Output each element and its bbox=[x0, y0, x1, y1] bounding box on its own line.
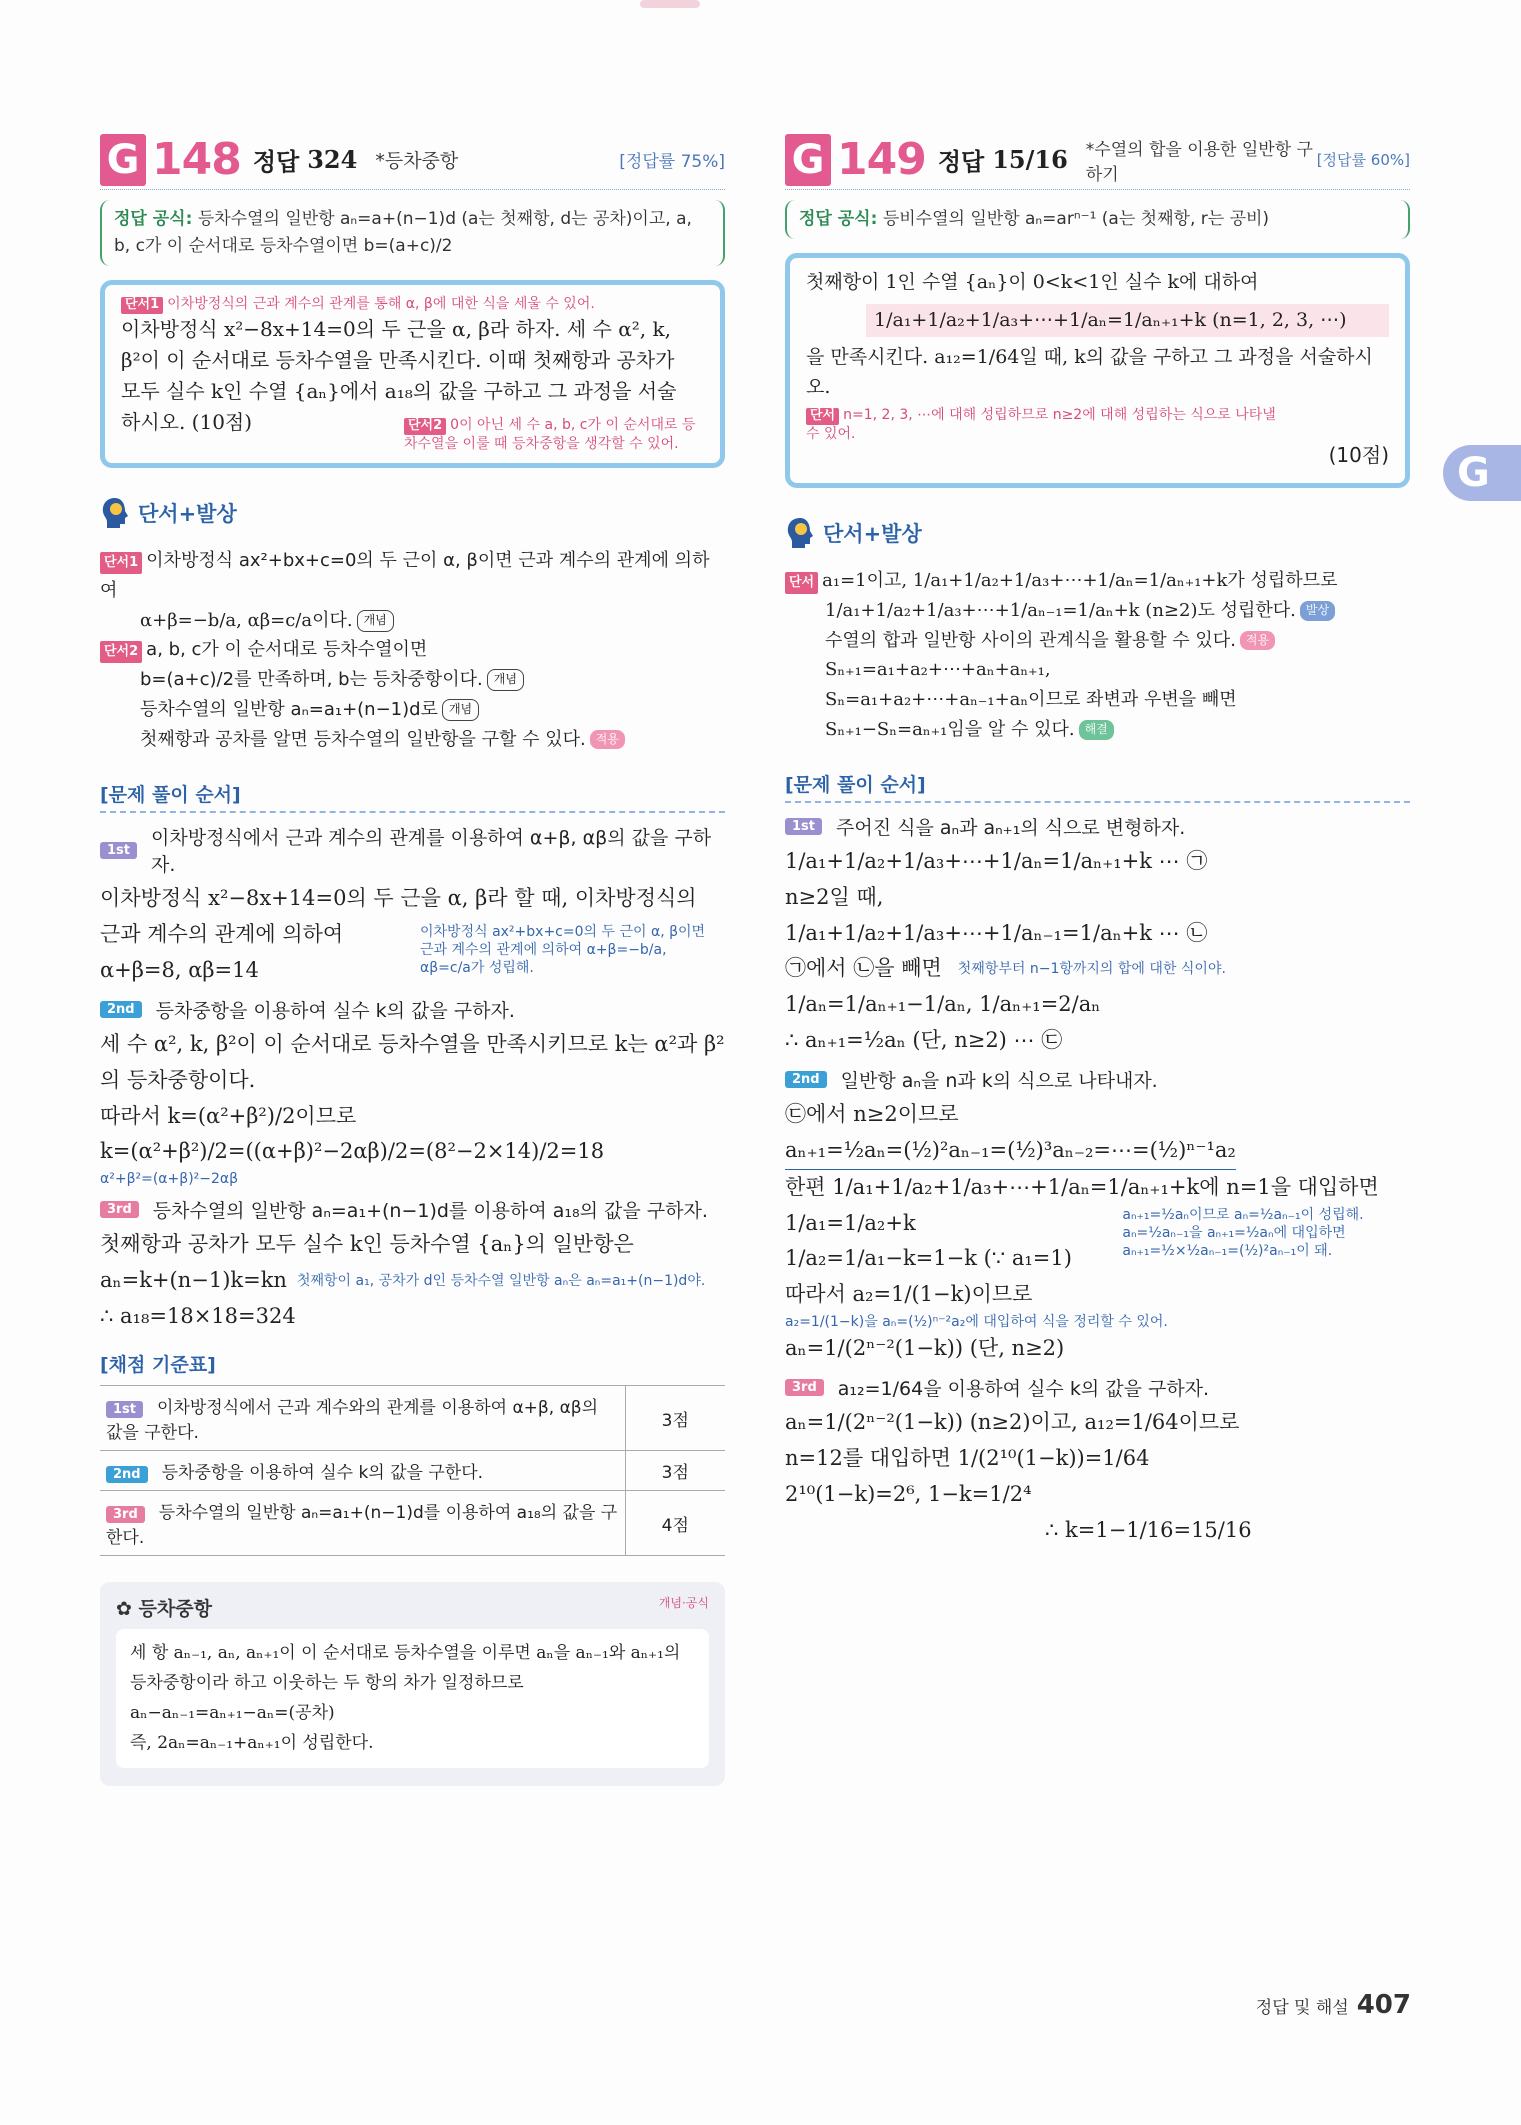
solution-line: 이차방정식 x²−8x+14=0의 두 근을 α, β라 할 때, 이차방정식의 bbox=[100, 886, 697, 911]
step-2 bbox=[100, 996, 725, 1023]
hint-text: n=1, 2, 3, ⋯에 대해 성립하므로 n≥2에 대해 성립하는 식으로 나타낼 수 있어. bbox=[806, 406, 1276, 442]
side-note: 첫째항이 a₁, 공차가 d인 등차수열 일반항 aₙ은 aₙ=a₁+(n−1)d야. bbox=[296, 1272, 706, 1289]
step-badge: 1st bbox=[785, 818, 822, 835]
answer-label: 정답 bbox=[252, 148, 300, 176]
step-title: 등차중항을 이용하여 실수 k의 값을 구하자. bbox=[155, 1000, 515, 1023]
solution-line: k=(α²+β²)/2=((α+β)²−2αβ)/2=(8²−2×14)/2=18 bbox=[100, 1139, 605, 1164]
chapter-tab[interactable]: G bbox=[1443, 445, 1521, 501]
topic: *수열의 합을 이용한 일반항 구하기 bbox=[1085, 139, 1313, 185]
side-note: α²+β²=(α+β)²−2αβ bbox=[100, 1171, 239, 1187]
grading-title: [채점 기준표] bbox=[100, 1354, 216, 1377]
hint-1 bbox=[121, 295, 704, 314]
solution-line: 1/aₙ=1/aₙ₊₁−1/aₙ, 1/aₙ₊₁=2/aₙ bbox=[785, 992, 1101, 1017]
concept-chip: 개념 bbox=[357, 610, 394, 632]
page-footer bbox=[1256, 1990, 1411, 2020]
grading-row bbox=[100, 1451, 725, 1491]
side-note: 첫째항부터 n−1항까지의 합에 대한 식이야. bbox=[957, 961, 1226, 978]
step-3 bbox=[100, 1196, 725, 1223]
step-badge: 3rd bbox=[100, 1201, 139, 1218]
hint-2 bbox=[404, 416, 704, 453]
solution-line: 따라서 k=(α²+β²)/2이므로 bbox=[100, 1103, 357, 1128]
hint bbox=[806, 406, 1286, 443]
step-3 bbox=[785, 1374, 1410, 1401]
solution-line: aₙ=k+(n−1)k=kn bbox=[100, 1267, 287, 1292]
solution-line: 한편 1/a₁+1/a₂+1/a₃+⋯+1/aₙ=1/aₙ₊₁+k에 n=1을 대입하면 bbox=[785, 1174, 1379, 1199]
problem-148 bbox=[100, 130, 725, 1786]
step-2 bbox=[785, 1066, 1410, 1093]
answer-label: 정답 bbox=[937, 148, 985, 176]
concept-tag: 개념·공식 bbox=[658, 1596, 709, 1611]
hint-tag: 단서1 bbox=[121, 297, 163, 314]
clue-text: Sₙ₊₁−Sₙ=aₙ₊₁임을 알 수 있다. bbox=[825, 718, 1075, 740]
formula-label: 정답 공식: bbox=[114, 209, 193, 229]
section-title bbox=[785, 516, 1410, 550]
hint-tag: 단서2 bbox=[404, 418, 446, 435]
formula-label: 정답 공식: bbox=[799, 209, 878, 229]
problem-header bbox=[785, 130, 1410, 190]
solution-line: 세 수 α², k, β²이 이 순서대로 등차수열을 만족시키므로 k는 α²과 β²의 등차중항이다. bbox=[100, 1032, 725, 1092]
section-badge: G bbox=[785, 134, 831, 186]
solution-row bbox=[100, 917, 725, 988]
side-note: aₙ₊₁=½×½aₙ₋₁=(½)²aₙ₋₁이 돼. bbox=[1122, 1242, 1333, 1259]
clue-2-c bbox=[140, 695, 725, 725]
concept-line: 세 항 aₙ₋₁, aₙ, aₙ₊₁이 이 순서대로 등차수열을 이루면 aₙ을 aₙ₋₁와 aₙ₊₁의 등차중항이라 하고 이웃하는 두 항의 차가 일정하므로 bbox=[130, 1643, 681, 1693]
clue-line: Sₙ₊₁=a₁+a₂+⋯+aₙ+aₙ₊₁, bbox=[825, 659, 1051, 681]
clue-2-d bbox=[140, 725, 725, 755]
points: (10점) bbox=[1328, 443, 1389, 468]
side-note: a₂=1/(1−k)을 aₙ=(½)ⁿ⁻²a₂에 대입하여 식을 정리할 수 있어. bbox=[785, 1313, 1168, 1330]
clue-tag: 단서 bbox=[785, 572, 818, 593]
criterion-text: 등차중항을 이용하여 실수 k의 값을 구한다. bbox=[161, 1463, 484, 1484]
footer-label: 정답 및 해설 bbox=[1255, 1998, 1349, 2018]
topic: *등차중항 bbox=[375, 150, 459, 172]
solution-line: 첫째항과 공차가 모두 실수 k인 등차수열 {aₙ}의 일반항은 bbox=[100, 1232, 634, 1257]
hint-text: 이차방정식의 근과 계수의 관계를 통해 α, β에 대한 식을 세울 수 있어. bbox=[167, 296, 595, 313]
criterion-text: 이차방정식에서 근과 계수와의 관계를 이용하여 α+β, αβ의 값을 구한다. bbox=[106, 1398, 599, 1444]
concept-body bbox=[116, 1629, 709, 1768]
solution-line: 2¹⁰(1−k)=2⁶, 1−k=1/2⁴ bbox=[785, 1481, 1032, 1506]
answer-value: 15/16 bbox=[992, 145, 1068, 174]
step-title: 주어진 식을 aₙ과 aₙ₊₁의 식으로 변형하자. bbox=[836, 817, 1186, 840]
section-title-text: 단서+발상 bbox=[823, 522, 922, 547]
question-line: 첫째항이 1인 수열 {aₙ}이 0<k<1인 실수 k에 대하여 bbox=[806, 271, 1259, 294]
clue-text: 이차방정식 ax²+bx+c=0의 두 근이 α, β이면 근과 계수의 관계에 의하여 bbox=[100, 550, 710, 602]
step-badge: 3rd bbox=[785, 1379, 824, 1396]
question-box bbox=[785, 253, 1410, 488]
idea-head-icon bbox=[785, 516, 815, 550]
solution-row bbox=[785, 951, 1410, 987]
grading-points: 3점 bbox=[625, 1451, 725, 1491]
problem-number: 148 bbox=[152, 134, 241, 185]
step-title: 등차수열의 일반항 aₙ=a₁+(n−1)d를 이용하여 a₁₈의 값을 구하자. bbox=[152, 1200, 708, 1223]
clue-f bbox=[825, 715, 1410, 745]
grading-criterion bbox=[100, 1491, 625, 1556]
apply-chip: 적용 bbox=[1240, 631, 1275, 651]
answer-formula bbox=[785, 200, 1410, 239]
grading-row bbox=[100, 1386, 725, 1451]
final-answer-line: ∴ a₁₈=18×18=324 bbox=[100, 1303, 296, 1328]
section-title-text: 단서+발상 bbox=[138, 502, 237, 527]
step-badge: 2nd bbox=[106, 1466, 148, 1483]
clue-c bbox=[825, 626, 1410, 656]
hint-tag: 단서 bbox=[806, 408, 839, 425]
clue-1-formula bbox=[140, 606, 725, 636]
clue-tag: 단서2 bbox=[100, 641, 142, 662]
concept-title: ✿ 등차중항 bbox=[116, 1598, 212, 1621]
grading-criterion bbox=[100, 1451, 625, 1491]
concept-line: 즉, 2aₙ=aₙ₋₁+aₙ₊₁이 성립한다. bbox=[130, 1732, 374, 1753]
step-title: a₁₂=1/64을 이용하여 실수 k의 값을 구하자. bbox=[837, 1378, 1210, 1401]
solve-chip: 해결 bbox=[1079, 720, 1114, 740]
solution-line: α+β=8, αβ=14 bbox=[100, 957, 259, 982]
grading-points: 4점 bbox=[625, 1491, 725, 1556]
clue-text: a, b, c가 이 순서대로 등차수열이면 bbox=[146, 639, 428, 661]
formula: α+β=−b/a, αβ=c/a이다. bbox=[140, 609, 353, 631]
grading-criteria bbox=[100, 1350, 725, 1556]
clue-line: Sₙ=a₁+a₂+⋯+aₙ₋₁+aₙ이므로 좌변과 우변을 빼면 bbox=[825, 688, 1237, 710]
hint-text: 0이 아닌 세 수 a, b, c가 이 순서대로 등차수열을 이룰 때 등차중항을 생각할 수 있어. bbox=[404, 417, 696, 453]
criterion-text: 등차수열의 일반항 aₙ=a₁+(n−1)d를 이용하여 a₁₈의 값을 구한다. bbox=[106, 1503, 618, 1549]
concept-line: aₙ−aₙ₋₁=aₙ₊₁−aₙ=(공차) bbox=[130, 1702, 335, 1723]
solution-line: aₙ=1/(2ⁿ⁻²(1−k)) (n≥2)이고, a₁₂=1/64이므로 bbox=[785, 1410, 1240, 1435]
section-title bbox=[100, 496, 725, 530]
correct-rate: [정답률 75%] bbox=[619, 152, 725, 172]
step-badge: 2nd bbox=[100, 1001, 142, 1018]
solution-line: 1/a₁=1/a₂+k bbox=[785, 1210, 916, 1235]
solution-line: 1/a₂=1/a₁−k=1−k (∵ a₁=1) bbox=[785, 1246, 1072, 1271]
top-decoration bbox=[640, 0, 700, 8]
clue-2-b bbox=[140, 665, 725, 695]
clue-text: 수열의 합과 일반항 사이의 관계식을 활용할 수 있다. bbox=[825, 629, 1236, 651]
answer-formula bbox=[100, 200, 725, 266]
step-1 bbox=[785, 813, 1410, 840]
idea-chip: 발상 bbox=[1300, 601, 1335, 621]
grading-table bbox=[100, 1385, 725, 1556]
step-badge: 2nd bbox=[785, 1071, 827, 1088]
grading-row bbox=[100, 1491, 725, 1556]
problem-header bbox=[100, 130, 725, 190]
solution-line: ㉠에서 ㉡을 빼면 bbox=[785, 956, 942, 981]
clue bbox=[785, 566, 1410, 596]
solution-line: n≥2일 때, bbox=[785, 885, 884, 909]
concept-header bbox=[116, 1594, 709, 1621]
solution-line: ∴ aₙ₊₁=½aₙ (단, n≥2) ⋯ ㉢ bbox=[785, 1027, 1063, 1052]
question-line: 을 만족시킨다. a₁₂=1/64일 때, k의 값을 구하고 그 과정을 서술하시오. bbox=[806, 346, 1373, 398]
grading-criterion bbox=[100, 1386, 625, 1451]
idea-head-icon bbox=[100, 496, 130, 530]
page-number: 407 bbox=[1356, 1990, 1411, 2020]
final-answer-line: ∴ k=1−1/16=15/16 bbox=[1045, 1517, 1252, 1542]
clue-text: 첫째항과 공차를 알면 등차수열의 일반항을 구할 수 있다. bbox=[140, 728, 586, 750]
solution-line: 1/a₁+1/a₂+1/a₃+⋯+1/aₙ₋₁=1/aₙ+k ⋯ ㉡ bbox=[785, 920, 1208, 945]
problem-number: 149 bbox=[837, 134, 926, 185]
formula-text: 등차수열의 일반항 aₙ=a+(n−1)d (a는 첫째항, d는 공차)이고, a, b, c가 이 순서대로 등차수열이면 b=(a+c)/2 bbox=[114, 209, 692, 257]
solution-row bbox=[100, 1263, 725, 1299]
solution-line: 근과 계수의 관계에 의하여 bbox=[100, 921, 344, 946]
solution-line: 1/a₁+1/a₂+1/a₃+⋯+1/aₙ=1/aₙ₊₁+k ⋯ ㉠ bbox=[785, 849, 1208, 874]
grading-points: 3점 bbox=[625, 1386, 725, 1451]
clue-2 bbox=[100, 635, 725, 665]
apply-chip: 적용 bbox=[590, 730, 625, 750]
solution-line: aₙ=1/(2ⁿ⁻²(1−k)) (단, n≥2) bbox=[785, 1335, 1065, 1360]
formula-text: 등비수열의 일반항 aₙ=arⁿ⁻¹ (a는 첫째항, r는 공비) bbox=[882, 209, 1270, 229]
correct-rate: [정답률 60%] bbox=[1316, 151, 1410, 169]
clue-text: b=(a+c)/2를 만족하며, b는 등차중항이다. bbox=[140, 669, 483, 691]
solution-line: 따라서 a₂=1/(1−k)이므로 bbox=[785, 1281, 1033, 1306]
question-line: 1/a₁+1/a₂+1/a₃+⋯+1/aₙ=1/aₙ₊₁+k (n=1, 2, 3, ⋯) bbox=[866, 304, 1389, 337]
section-badge: G bbox=[100, 134, 146, 186]
step-badge: 1st bbox=[100, 842, 137, 859]
clue-b bbox=[825, 596, 1410, 626]
concept-title-text: 등차중항 bbox=[138, 1598, 212, 1621]
step-title: 일반항 aₙ을 n과 k의 식으로 나타내자. bbox=[840, 1070, 1158, 1093]
clue-tag: 단서1 bbox=[100, 552, 142, 573]
clue-text: a₁=1이고, 1/a₁+1/a₂+1/a₃+⋯+1/aₙ=1/aₙ₊₁+k가 성립하므로 bbox=[822, 570, 1338, 592]
step-badge: 1st bbox=[106, 1401, 143, 1418]
question-box bbox=[100, 280, 725, 468]
solution-row bbox=[785, 1206, 1410, 1277]
side-note: aₙ₊₁=½aₙ이므로 aₙ=½aₙ₋₁이 성립해. bbox=[1122, 1206, 1364, 1223]
clue-1 bbox=[100, 546, 725, 605]
step-badge: 3rd bbox=[106, 1506, 145, 1523]
solution-line: ㉢에서 n≥2이므로 bbox=[785, 1102, 959, 1127]
step-title: 이차방정식에서 근과 계수의 관계를 이용하여 α+β, αβ의 값을 구하자. bbox=[151, 827, 712, 877]
step-1 bbox=[100, 823, 725, 877]
clue-text: 1/a₁+1/a₂+1/a₃+⋯+1/aₙ₋₁=1/aₙ+k (n≥2)도 성립한다. bbox=[825, 599, 1296, 621]
concept-chip: 개념 bbox=[442, 699, 479, 721]
question-text: 이차방정식 x²−8x+14=0의 두 근을 α, β라 하자. 세 수 α², k, β²이 이 순서대로 등차수열을 만족시킨다. 이때 첫째항과 공차가 모두 실수 k인 수열 {aₙ}에서 a₁₈의 값을 구하고 그 과정을 서술하시오. (10점) bbox=[121, 317, 677, 435]
solution-line: n=12를 대입하면 1/(2¹⁰(1−k))=1/64 bbox=[785, 1446, 1150, 1471]
side-note: aₙ=½aₙ₋₁을 aₙ₊₁=½aₙ에 대입하면 bbox=[1122, 1224, 1346, 1241]
answer-value: 324 bbox=[307, 145, 358, 174]
solution-order-heading: [문제 풀이 순서] bbox=[100, 780, 725, 813]
concept-chip: 개념 bbox=[487, 669, 524, 691]
side-note: 이차방정식 ax²+bx+c=0의 두 근이 α, β이면 근과 계수의 관계에 의하여 α+β=−b/a, αβ=c/a가 성립해. bbox=[420, 923, 706, 977]
problem-149 bbox=[785, 130, 1410, 1548]
concept-box bbox=[100, 1582, 725, 1786]
clue-text: 등차수열의 일반항 aₙ=a₁+(n−1)d로 bbox=[140, 698, 438, 720]
solution-order-heading: [문제 풀이 순서] bbox=[785, 770, 1410, 803]
solution-line: aₙ₊₁=½aₙ=(½)²aₙ₋₁=(½)³aₙ₋₂=⋯=(½)ⁿ⁻¹a₂ bbox=[785, 1133, 1236, 1170]
